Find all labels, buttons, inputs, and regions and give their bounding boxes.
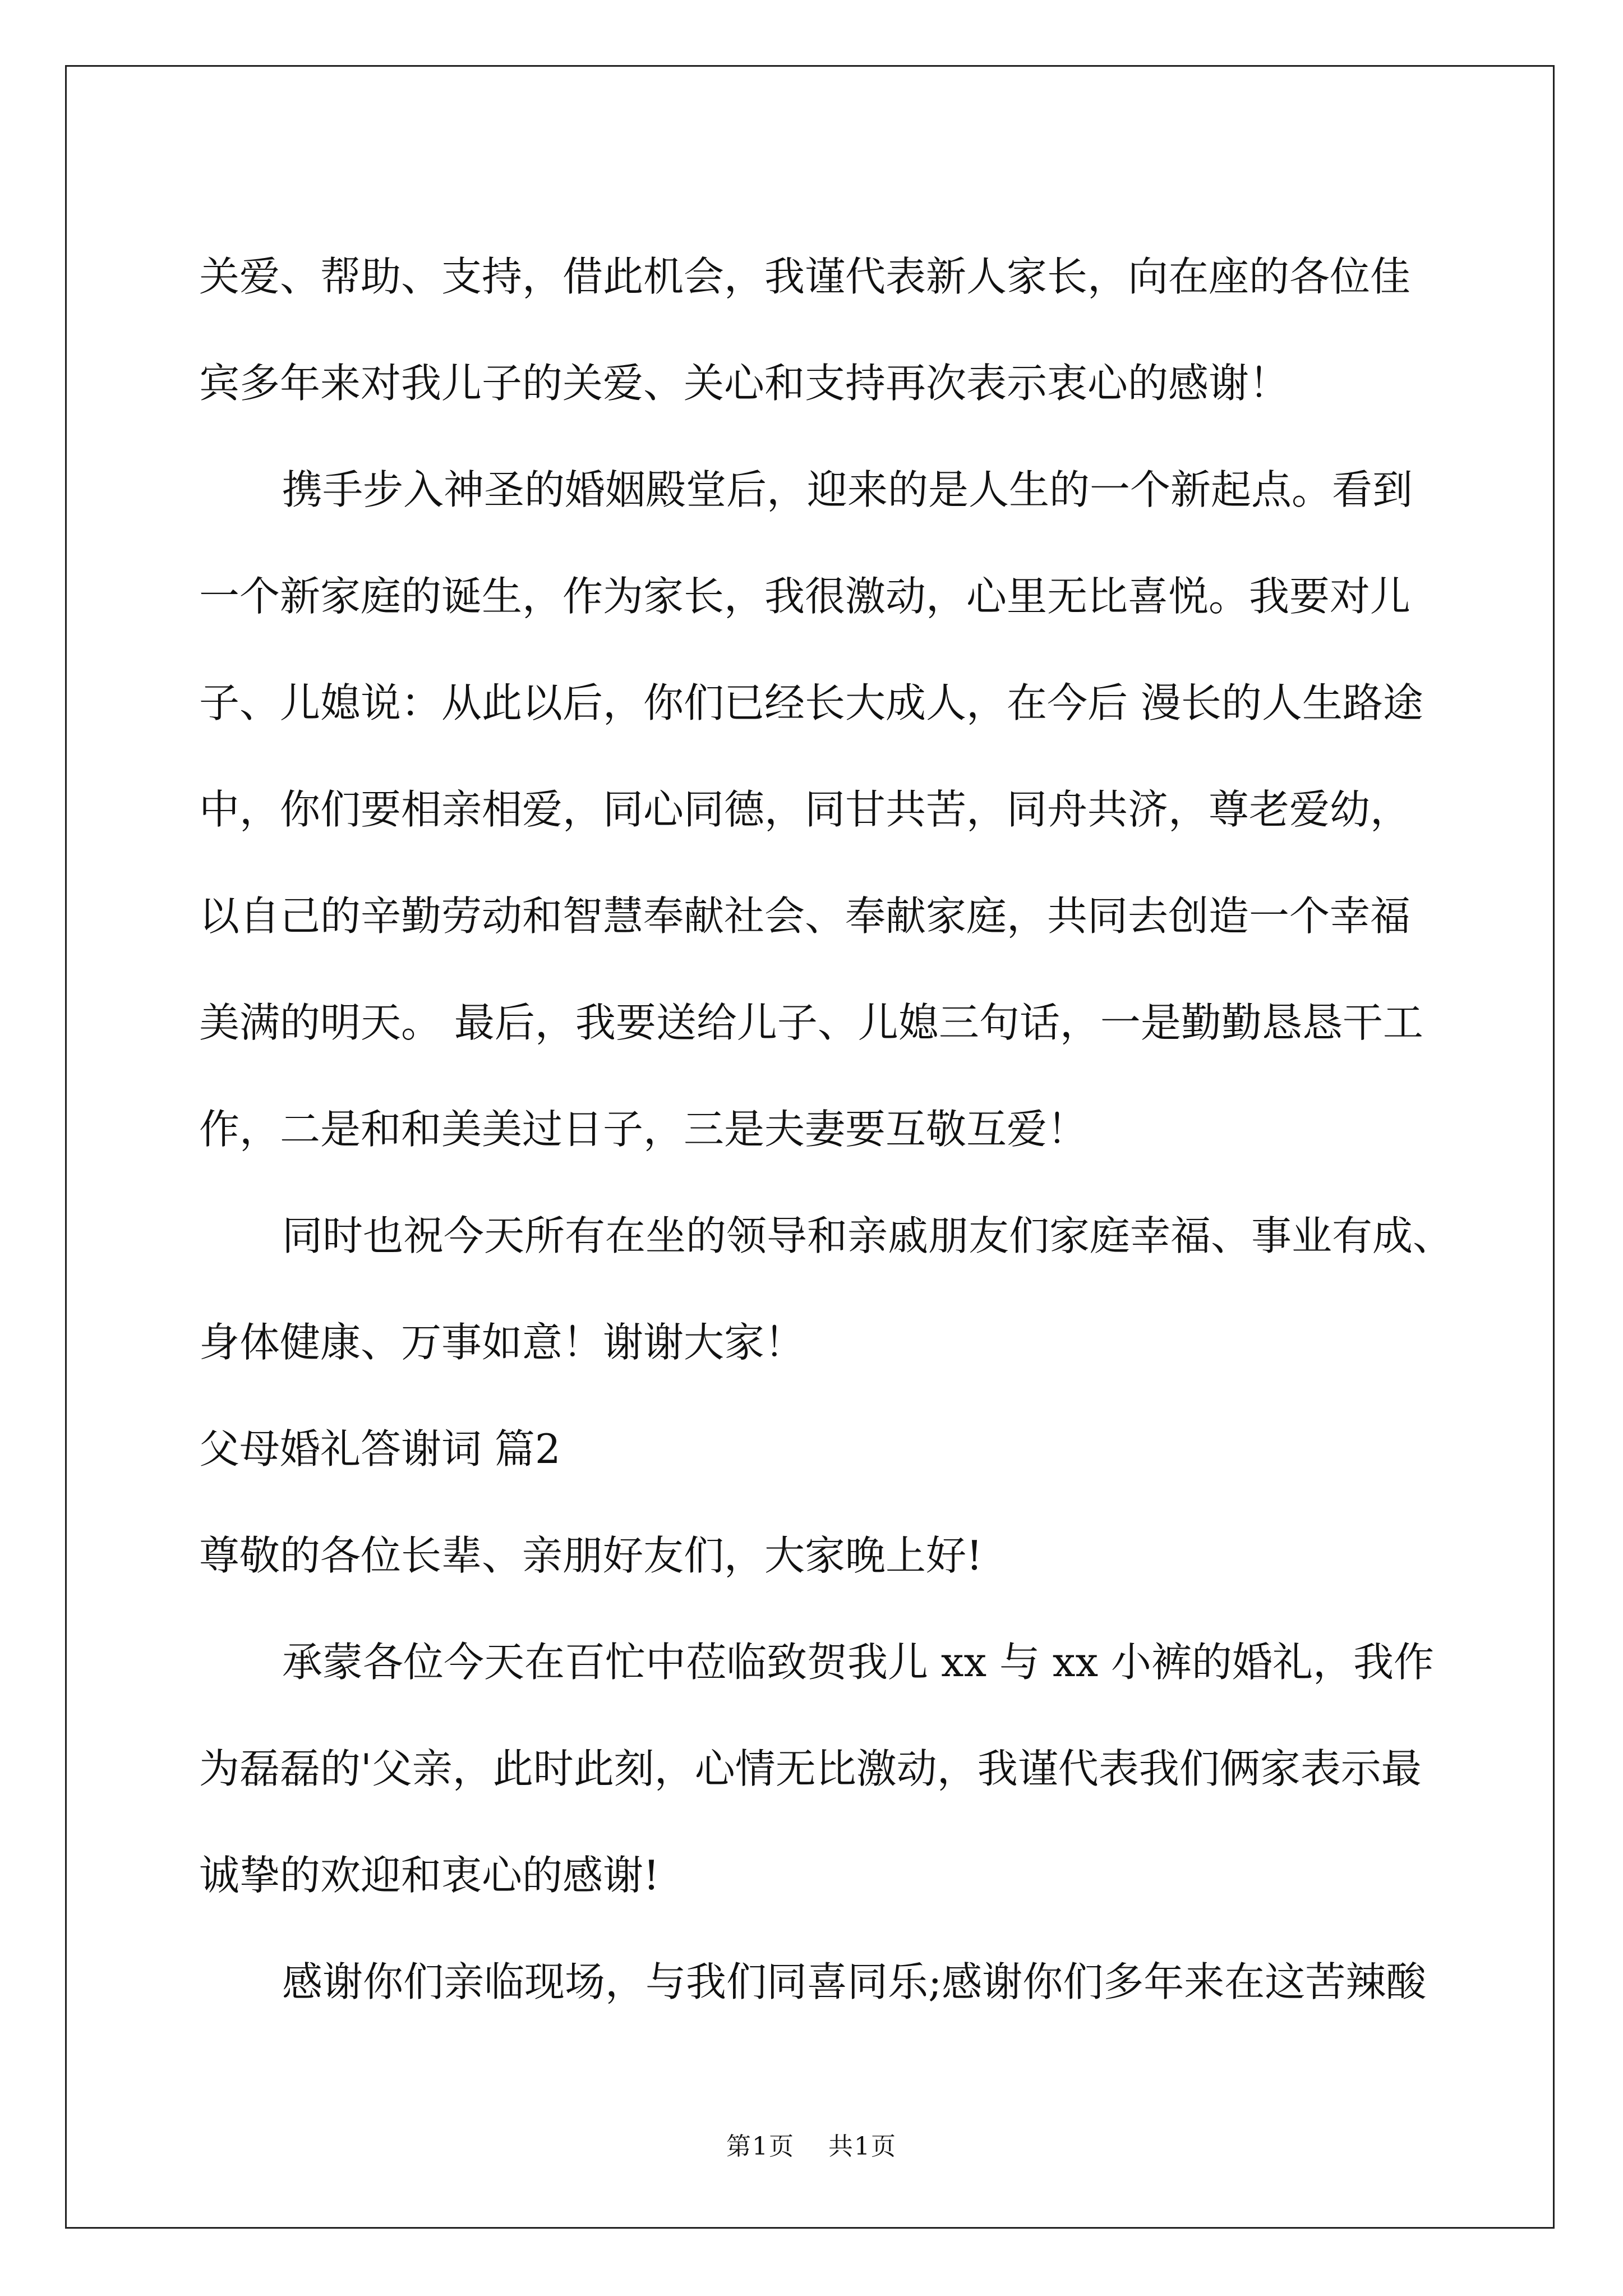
text-line-5: 子、儿媳说：从此以后，你们已经长大成人，在今后 漫长的人生路途 bbox=[199, 679, 1423, 726]
salutation: 尊敬的各位长辈、亲朋好友们，大家晚上好! bbox=[199, 1532, 983, 1579]
text-line-17: 感谢你们亲临现场，与我们同喜同乐;感谢你们多年来在这苦辣酸 bbox=[282, 1958, 1427, 2005]
text-line-14: 承蒙各位今天在百忙中莅临致贺我儿 xx 与 xx 小裤的婚礼，我作 bbox=[282, 1639, 1434, 1686]
text-line-7: 以自己的辛勤劳动和智慧奉献社会、奉献家庭，共同去创造一个幸福 bbox=[199, 892, 1411, 940]
page-current: 第1页 bbox=[726, 2132, 795, 2161]
text-line-3: 携手步入神圣的婚姻殿堂后，迎来的是人生的一个新起点。看到 bbox=[282, 466, 1413, 513]
text-line-4: 一个新家庭的诞生，作为家长，我很激动，心里无比喜悦。我要对儿 bbox=[199, 573, 1411, 620]
text-line-8: 美满的明天。 最后，我要送给儿子、儿媳三句话，一是勤勤恳恳干工 bbox=[199, 999, 1423, 1046]
document-body bbox=[199, 223, 1454, 2035]
text-line-1: 关爱、帮助、支持，借此机会，我谨代表新人家长，向在座的各位佳 bbox=[199, 253, 1411, 300]
page-total: 共1页 bbox=[828, 2132, 897, 2161]
text-line-15: 为磊磊的'父亲，此时此刻，心情无比激动，我谨代表我们俩家表示最 bbox=[199, 1745, 1422, 1792]
text-line-16: 诚挚的欢迎和衷心的感谢! bbox=[199, 1852, 660, 1899]
section-heading: 父母婚礼答谢词 篇2 bbox=[199, 1425, 561, 1473]
text-line-11: 身体健康、万事如意！谢谢大家！ bbox=[199, 1319, 805, 1366]
text-line-9: 作，二是和和美美过日子，三是夫妻要互敬互爱！ bbox=[199, 1106, 1088, 1153]
text-line-10: 同时也祝今天所有在坐的领导和亲戚朋友们家庭幸福、事业有成、 bbox=[282, 1212, 1454, 1259]
text-line-6: 中，你们要相亲相爱，同心同德，同甘共苦，同舟共济，尊老爱幼， bbox=[199, 786, 1411, 833]
text-line-2: 宾多年来对我儿子的关爱、关心和支持再次表示衷心的感谢！ bbox=[199, 360, 1290, 407]
page-footer bbox=[0, 2126, 1623, 2162]
